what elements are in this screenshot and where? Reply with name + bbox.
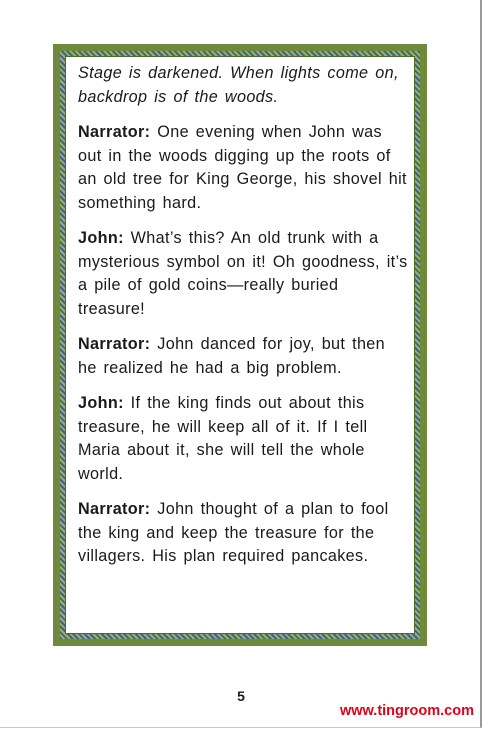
dialogue-text: One evening when John was out in the woods digging up the roots of an old tree for King George, his shovel hit something hard.: [78, 123, 407, 212]
dialogue-line-john-2: [78, 392, 408, 486]
page-number: 5: [237, 688, 245, 704]
script-text-area: [78, 62, 408, 581]
dialogue-text: John danced for joy, but then he realized he had a big problem.: [78, 335, 386, 377]
dialogue-line-narrator-1: [78, 121, 408, 215]
speaker-label: Narrator:: [78, 335, 151, 353]
dialogue-text: What’s this? An old trunk with a mysterious symbol on it! Oh goodness, it’s a pile of gold coins—really buried treasure!: [78, 229, 408, 318]
dialogue-line-narrator-3: [78, 498, 408, 569]
dialogue-line-narrator-2: [78, 333, 408, 380]
dialogue-text: John thought of a plan to fool the king and keep the treasure for the villagers. His plan required pancakes.: [78, 500, 389, 565]
speaker-label: John:: [78, 394, 124, 412]
speaker-label: Narrator:: [78, 123, 151, 141]
dialogue-line-john-1: [78, 227, 408, 321]
stage-direction: Stage is darkened. When lights come on, backdrop is of the woods.: [78, 64, 399, 106]
watermark-url[interactable]: www.tingroom.com: [340, 703, 474, 719]
dialogue-text: If the king finds out about this treasure, he will keep all of it. If I tell Maria about it, she will tell the whole world.: [78, 394, 368, 483]
speaker-label: John:: [78, 229, 124, 247]
speaker-label: Narrator:: [78, 500, 151, 518]
